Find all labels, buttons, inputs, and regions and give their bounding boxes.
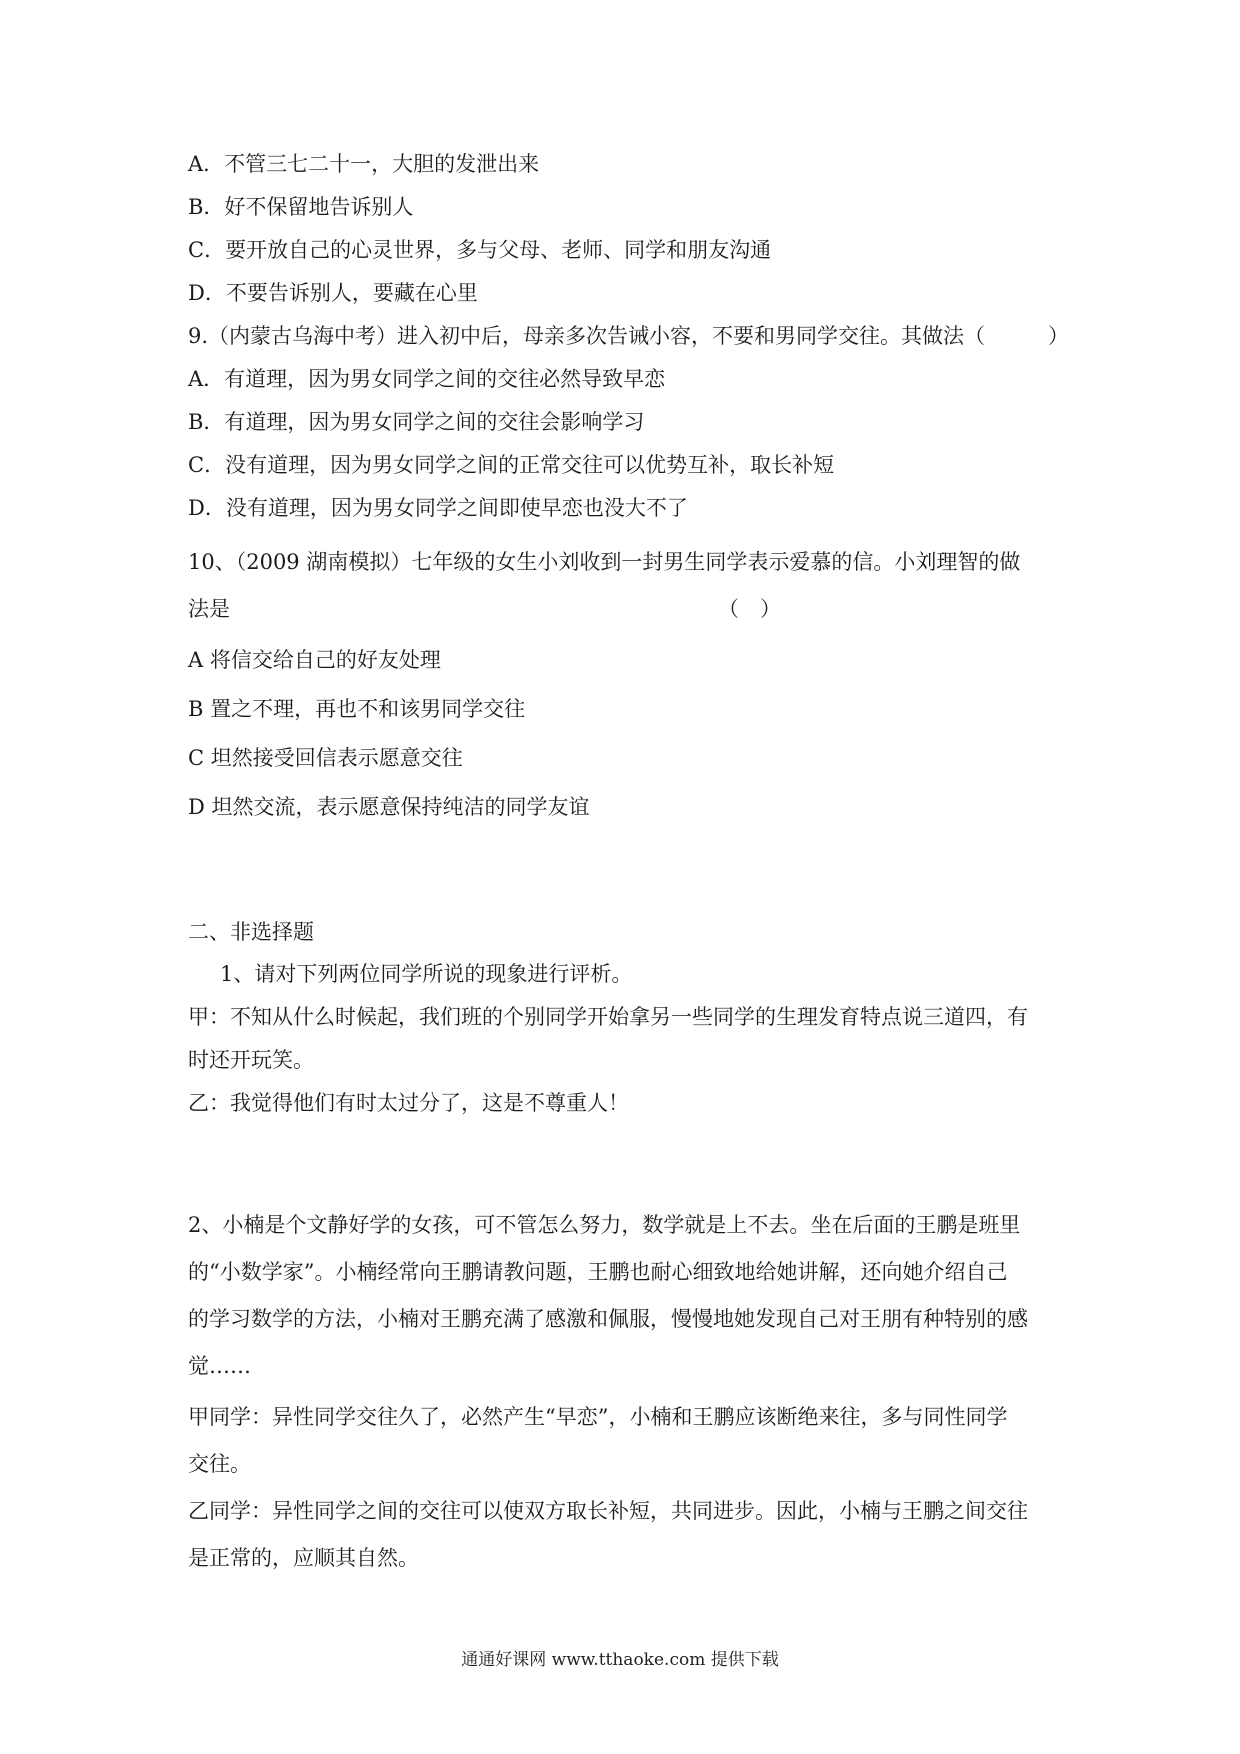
- s2-q1-stem: 1、请对下列两位同学所说的现象进行评析。: [220, 962, 633, 986]
- s2-q2-jia-line2: 交往。: [188, 1452, 251, 1476]
- q9-option-b: B．有道理，因为男女同学之间的交往会影响学习: [188, 410, 645, 434]
- q10-option-c: C 坦然接受回信表示愿意交往: [188, 746, 463, 770]
- q8-option-d: D．不要告诉别人，要藏在心里: [188, 281, 478, 305]
- q8-option-b: B．好不保留地告诉别人: [188, 195, 414, 219]
- q10-option-d: D 坦然交流，表示愿意保持纯洁的同学友谊: [188, 795, 590, 819]
- s2-q1-jia-line2: 时还开玩笑。: [188, 1048, 314, 1072]
- s2-q2-yi-line2: 是正常的，应顺其自然。: [188, 1546, 419, 1570]
- q10-stem-line1: 10、（2009 湖南模拟）七年级的女生小刘收到一封男生同学表示爱慕的信。小刘理智的做: [188, 550, 1021, 574]
- section2-heading: 二、非选择题: [188, 920, 314, 944]
- s2-q2-line3: 的学习数学的方法，小楠对王鹏充满了感激和佩服，慢慢地她发现自己对王朋有种特别的感: [188, 1307, 1028, 1331]
- s2-q2-line4: 觉……: [188, 1354, 251, 1378]
- s2-q1-jia-line1: 甲：不知从什么时候起，我们班的个别同学开始拿另一些同学的生理发育特点说三道四，有: [188, 1005, 1028, 1029]
- q8-option-a: A．不管三七二十一，大胆的发泄出来: [188, 152, 540, 176]
- q10-stem-line2: 法是: [188, 597, 230, 621]
- q10-answer-paren: （ ）: [718, 597, 781, 621]
- s2-q2-yi-line1: 乙同学：异性同学之间的交往可以使双方取长补短，共同进步。因此，小楠与王鹏之间交往: [188, 1499, 1028, 1523]
- s2-q2-line2: 的“小数学家”。小楠经常向王鹏请教问题，王鹏也耐心细致地给她讲解，还向她介绍自己: [188, 1260, 1008, 1284]
- q9-option-a: A．有道理，因为男女同学之间的交往必然导致早恋: [188, 367, 666, 391]
- page-footer: 通通好课网 www.tthaoke.com 提供下载: [461, 1650, 779, 1670]
- q8-option-c: C．要开放自己的心灵世界，多与父母、老师、同学和朋友沟通: [188, 238, 772, 262]
- q10-option-a: A 将信交给自己的好友处理: [188, 648, 441, 672]
- s2-q1-yi: 乙：我觉得他们有时太过分了，这是不尊重人！: [188, 1091, 629, 1115]
- s2-q2-line1: 2、小楠是个文静好学的女孩，可不管怎么努力，数学就是上不去。坐在后面的王鹏是班里: [188, 1213, 1021, 1237]
- s2-q2-jia-line1: 甲同学：异性同学交往久了，必然产生“早恋”，小楠和王鹏应该断绝来往，多与同性同学: [188, 1405, 1008, 1429]
- q9-option-c: C．没有道理，因为男女同学之间的正常交往可以优势互补，取长补短: [188, 453, 835, 477]
- q9-stem: 9.（内蒙古乌海中考）进入初中后，母亲多次告诫小容，不要和男同学交往。其做法（ ）: [188, 324, 1070, 348]
- q10-option-b: B 置之不理，再也不和该男同学交往: [188, 697, 526, 721]
- q9-option-d: D．没有道理，因为男女同学之间即使早恋也没大不了: [188, 496, 688, 520]
